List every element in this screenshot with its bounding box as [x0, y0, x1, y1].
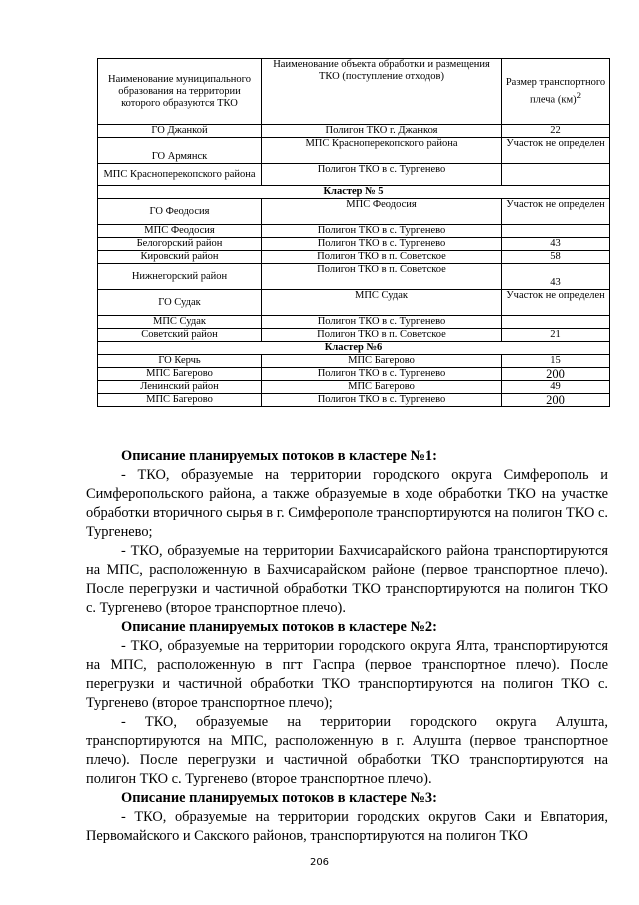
table-row: [98, 316, 610, 329]
cluster-3-heading: Описание планируемых потоков в кластере №3:: [121, 790, 437, 806]
table-row: [98, 355, 610, 368]
municipality-cell: ГО Феодосия: [98, 199, 262, 225]
header-municipality: Наименование муниципального образования на территории которого образуются ТКО: [98, 59, 262, 125]
cluster-3-paragraph-1: - ТКО, образуемые на территории городских округов Саки и Евпатория, Первомайского и Сакского районов, транспортируются на полигон ТКО: [86, 809, 608, 844]
cluster-1-heading: Описание планируемых потоков в кластере №1:: [121, 448, 437, 464]
table-header-row: [98, 59, 610, 125]
table-row: [98, 125, 610, 138]
municipality-cell: ГО Джанкой: [98, 125, 262, 138]
table-row: [98, 290, 610, 316]
distance-cell: 22: [502, 125, 610, 138]
facility-cell: МПС Багерово: [262, 381, 502, 394]
table-row: [98, 264, 610, 290]
body-text: [86, 447, 608, 846]
municipality-cell: Белогорский район: [98, 238, 262, 251]
facility-cell: Полигон ТКО в с. Тургенево: [262, 368, 502, 381]
table-row: [98, 138, 610, 164]
facility-cell: МПС Красноперекопского района: [262, 138, 502, 164]
cluster-heading: Кластер № 5: [98, 186, 610, 199]
table-row: [98, 394, 610, 407]
distance-cell: 49: [502, 381, 610, 394]
table-row: [98, 238, 610, 251]
distance-cell: Участок не определен: [502, 199, 610, 225]
municipality-cell: ГО Армянск: [98, 138, 262, 164]
facility-cell: Полигон ТКО в с. Тургенево: [262, 238, 502, 251]
municipality-cell: Советский район: [98, 329, 262, 342]
facility-cell: МПС Багерово: [262, 355, 502, 368]
distance-cell: 43: [502, 238, 610, 251]
table-row: [98, 164, 610, 186]
distance-cell: 21: [502, 329, 610, 342]
page-number: 206: [309, 857, 330, 868]
municipality-cell: Нижнегорский район: [98, 264, 262, 290]
table-row: [98, 199, 610, 225]
municipality-cell: МПС Судак: [98, 316, 262, 329]
facility-cell: МПС Феодосия: [262, 199, 502, 225]
cluster-1-paragraph-1: - ТКО, образуемые на территории городского округа Симферополь и Симферопольского района, а также образуемые в ходе обработки ТКО на участке обработки вторичного сырья в г. Симферополе транспортируются на полигон ТКО с. Тургенево;: [86, 467, 608, 540]
facility-cell: Полигон ТКО в с. Тургенево: [262, 164, 502, 186]
header-distance-text: Размер транспортного плеча (км): [505, 76, 606, 106]
distance-cell: [502, 225, 610, 238]
distance-cell: 200: [502, 368, 610, 381]
cluster-heading: Кластер №6: [98, 342, 610, 355]
municipality-cell: Ленинский район: [98, 381, 262, 394]
cluster-2-heading: Описание планируемых потоков в кластере №2:: [121, 619, 437, 635]
municipality-cell: ГО Керчь: [98, 355, 262, 368]
cluster-1-paragraph-2: - ТКО, образуемые на территории Бахчисарайского района транспортируются на МПС, расположенную в Бахчисарайском районе (первое транспортное плечо). После перегрузки и частичной обработки ТКО транспортируются на полигон ТКО с. Тургенево (второе транспортное плечо).: [86, 543, 608, 616]
municipality-cell: МПС Красноперекопского района: [98, 164, 262, 186]
table-row: [98, 368, 610, 381]
distance-cell: [502, 316, 610, 329]
facility-cell: Полигон ТКО в п. Советское: [262, 251, 502, 264]
municipality-cell: ГО Судак: [98, 290, 262, 316]
distance-cell: 58: [502, 251, 610, 264]
municipality-cell: МПС Багерово: [98, 368, 262, 381]
distance-cell: Участок не определен: [502, 138, 610, 164]
municipality-cell: МПС Феодосия: [98, 225, 262, 238]
cluster-heading-row: [98, 342, 610, 355]
distance-cell: 43: [502, 264, 610, 290]
header-distance: [502, 59, 610, 125]
municipality-cell: МПС Багерово: [98, 394, 262, 407]
cluster-2-paragraph-2: - ТКО, образуемые на территории городского округа Алушта, транспортируются на МПС, расположенную в г. Алушта (первое транспортное плечо). После перегрузки и частичной обработки ТКО транспортируются на полигон ТКО с. Тургенево (второе транспортное плечо).: [86, 714, 608, 787]
distance-cell: 200: [502, 394, 610, 407]
cluster-heading-row: [98, 186, 610, 199]
distance-cell: 15: [502, 355, 610, 368]
table-row: [98, 381, 610, 394]
facility-cell: Полигон ТКО г. Джанкоя: [262, 125, 502, 138]
header-facility: Наименование объекта обработки и размещения ТКО (поступление отходов): [262, 59, 502, 125]
facility-cell: Полигон ТКО в с. Тургенево: [262, 225, 502, 238]
facility-cell: МПС Судак: [262, 290, 502, 316]
facility-cell: Полигон ТКО в п. Советское: [262, 264, 502, 290]
distance-cell: Участок не определен: [502, 290, 610, 316]
table-row: [98, 225, 610, 238]
waste-routing-table: [97, 58, 610, 407]
distance-cell: [502, 164, 610, 186]
facility-cell: Полигон ТКО в п. Советское: [262, 329, 502, 342]
table-row: [98, 251, 610, 264]
cluster-2-paragraph-1: - ТКО, образуемые на территории городского округа Ялта, транспортируются на МПС, расположенную в пгт Гаспра (первое транспортное плечо). После перегрузки и частичной обработки ТКО транспортируются на полигон ТКО с. Тургенево (второе транспортное плечо);: [86, 638, 608, 711]
facility-cell: Полигон ТКО в с. Тургенево: [262, 316, 502, 329]
municipality-cell: Кировский район: [98, 251, 262, 264]
header-distance-sup: 2: [576, 89, 581, 100]
table-row: [98, 329, 610, 342]
facility-cell: Полигон ТКО в с. Тургенево: [262, 394, 502, 407]
